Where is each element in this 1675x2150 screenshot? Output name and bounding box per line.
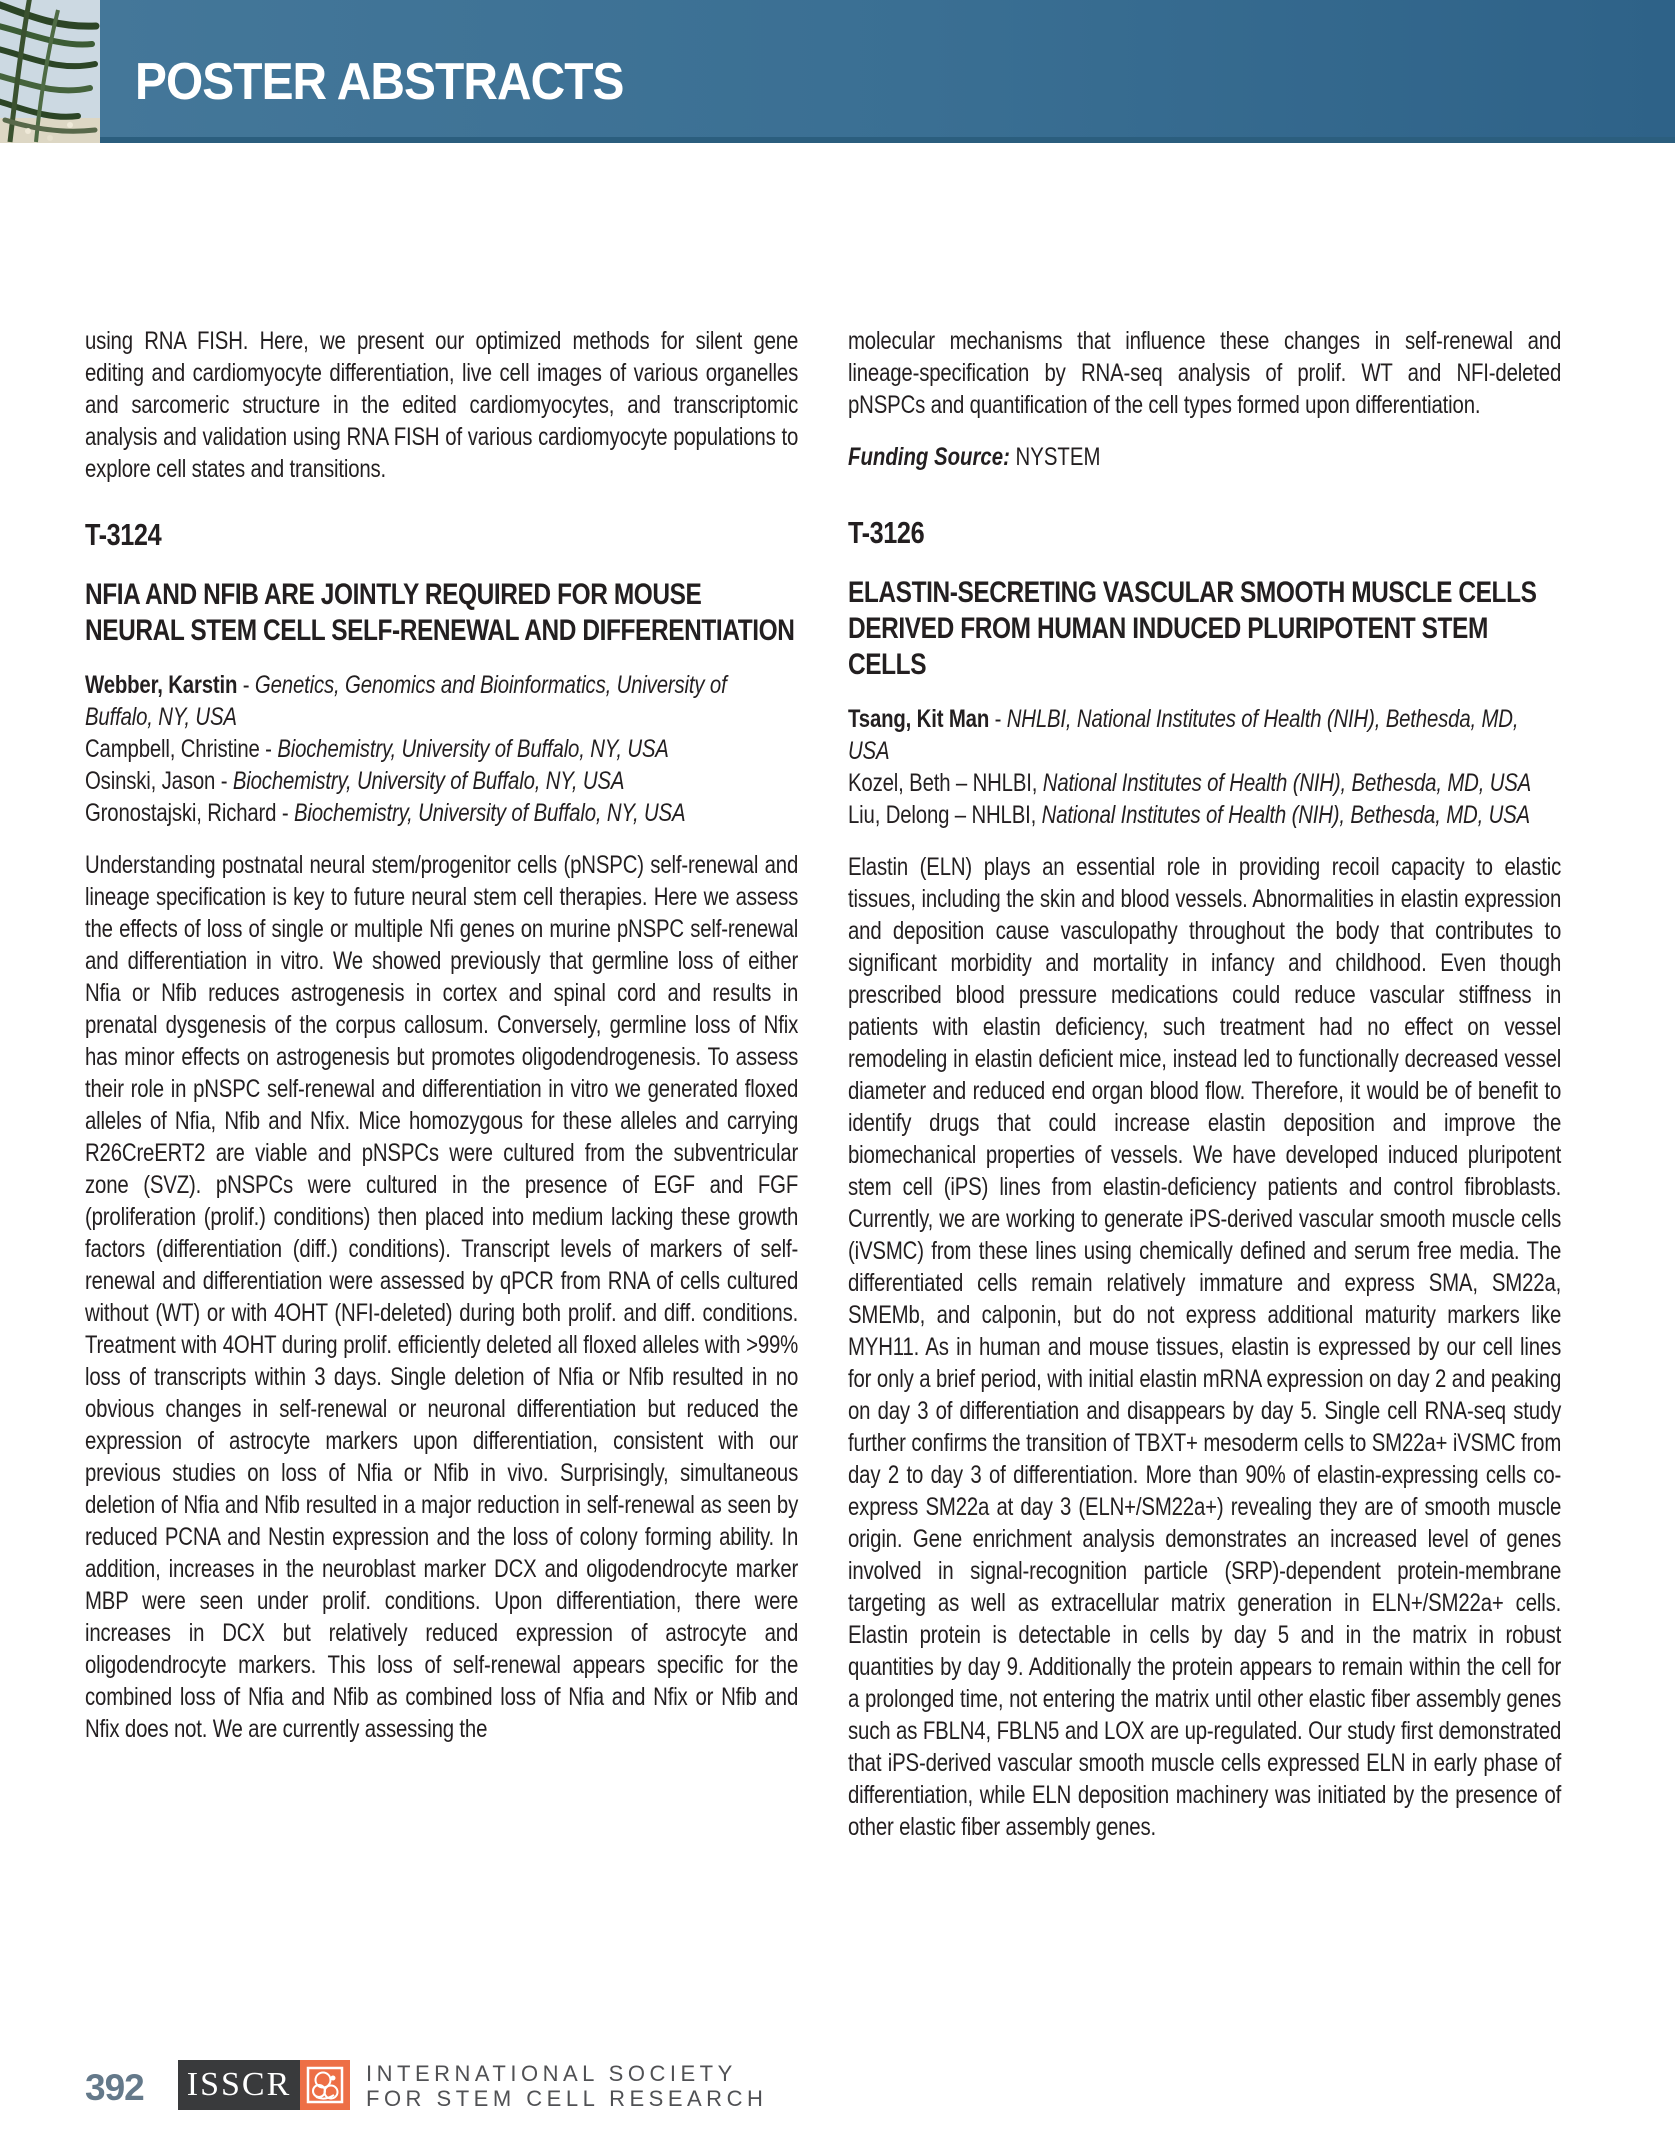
page-number: 392	[85, 2067, 144, 2108]
abstract-title-t3124: NFIA AND NFIB ARE JOINTLY REQUIRED FOR MOUSE NEURAL STEM CELL SELF-RENEWAL AND DIFFERENTIATION	[85, 578, 795, 647]
author-affiliation: Biochemistry, University of Buffalo, NY, USA	[293, 799, 686, 827]
author-name: Campbell, Christine -	[85, 735, 272, 763]
isscr-logo-text: ISSCR	[178, 2060, 300, 2110]
author-name: Kozel, Beth – NHLBI,	[848, 769, 1038, 797]
continuation-paragraph: using RNA FISH. Here, we present our optimized methods for silent gene editing and cardiomyocyte differentiation, live cell images of various organelles and sarcomeric structure in the edited cardiomyocytes, and transcriptomic analysis and validation using RNA FISH of various cardiomyocyte populations to explore cell states and transitions.	[85, 327, 799, 483]
footer	[0, 2055, 1675, 2115]
abstract-code-t3124: T-3124	[85, 517, 162, 552]
author-line: Tsang, Kit Man - NHLBI, National Institutes of Health (NIH), Bethesda, MD, USA Kozel, Beth – NHLBI, National Institutes of Health (NIH), Bethesda, MD, USA Liu, Delong – NHLBI, National Institutes of Health (NIH), Bethesda, MD, USA	[848, 705, 1532, 829]
org-name-line1: INTERNATIONAL SOCIETY	[366, 2061, 737, 2086]
author-name: Gronostajski, Richard -	[85, 799, 289, 827]
palm-tree-illustration	[0, 0, 100, 143]
author-name: Webber, Karstin	[85, 671, 238, 699]
right-column	[848, 325, 1561, 1843]
author-name: Liu, Delong – NHLBI,	[848, 801, 1037, 829]
funding-source-value: NYSTEM	[1009, 443, 1101, 471]
isscr-logo	[178, 2060, 350, 2110]
org-name	[366, 2061, 767, 2111]
page-title: POSTER ABSTRACTS	[135, 53, 624, 111]
author-affiliation: Genetics, Genomics and Bioinformatics, University of Buffalo, NY, USA	[85, 671, 727, 731]
author-line: Webber, Karstin - Genetics, Genomics and Bioinformatics, University of Buffalo, NY, USA Campbell, Christine - Biochemistry, University of Buffalo, NY, USA Osinski, Jason - Biochemistry, University of Buffalo, NY, USA Gronostajski, Richard - Biochemistry, University of Buffalo, NY, USA	[85, 671, 727, 827]
author-affiliation: Biochemistry, University of Buffalo, NY, USA	[232, 767, 625, 795]
abstract-body-t3126: Elastin (ELN) plays an essential role in providing recoil capacity to elastic tissues, including the skin and blood vessels. Abnormalities in elastin expression and deposition cause vasculopathy throughout the body that contributes to significant morbidity and mortality in infancy and childhood. Even though prescribed blood pressure medications could reduce vascular stiffness in patients with elastin deficiency, such treatment had no effect on vessel remodeling in elastin deficient mice, instead led to functionally decreased vessel diameter and reduced end organ blood flow. Therefore, it would be of benefit to identify drugs that could increase elastin deposition and improve the biomechanical properties of vessels. We have developed induced pluripotent stem cell (iPS) lines from elastin-deficiency patients and control fibroblasts. Currently, we are working to generate iPS-derived vascular smooth muscle cells (iVSMC) from these lines using chemically defined and serum free media. The differentiated cells remain relatively immature and express SMA, SM22a, SMEMb, and calponin, but do not express additional maturity markers like MYH11. As in human and mouse tissues, elastin is expressed by our cell lines for only a brief period, with initial elastin mRNA expression on day 2 and peaking on day 3 of differentiation and disappears by day 5. Single cell RNA-seq study further confirms the transition of TBXT+ mesoderm cells to SM22a+ iVSMC from day 2 to day 3 of differentiation. More than 90% of elastin-expressing cells co-express SM22a at day 3 (ELN+/SM22a+) revealing they are of smooth muscle origin. Gene enrichment analysis demonstrates an increased level of genes involved in signal-recognition particle (SRP)-dependent protein-membrane targeting as well as extracellular matrix generation in ELN+/SM22a+ cells. Elastin protein is detectable in cells by day 5 and in the matrix in robust quantities by day 9. Additionally the protein appears to remain within the cell for a prolonged time, not entering the matrix until other elastic fiber assembly genes such as FBLN4, FBLN5 and LOX are up-regulated. Our study first demonstrated that iPS-derived vascular smooth muscle cells expressed ELN in early phase of differentiation, while ELN deposition machinery was initiated by the presence of other elastic fiber assembly genes.	[848, 853, 1562, 1841]
org-name-line2: FOR STEM CELL RESEARCH	[366, 2086, 768, 2111]
author-list-t3126	[848, 703, 1561, 831]
abstract-body-t3124: Understanding postnatal neural stem/progenitor cells (pNSPC) self-renewal and lineage specification is key to future neural stem cell therapies. Here we assess the effects of loss of single or multiple Nfi genes on murine pNSPC self-renewal and differentiation in vitro. We showed previously that germline loss of either Nfia or Nfib reduces astrogenesis in cortex and spinal cord and results in prenatal dysgenesis of the corpus callosum. Conversely, germline loss of Nfix has minor effects on astrogenesis but promotes oligodendrogenesis. To assess their role in pNSPC self-renewal and differentiation in vitro we generated floxed alleles of Nfia, Nfib and Nfix. Mice homozygous for these alleles and carrying R26CreERT2 are viable and pNSPCs were cultured from the subventricular zone (SVZ). pNSPCs were cultured in the presence of EGF and FGF (proliferation (prolif.) conditions) then placed into medium lacking these growth factors (differentiation (diff.) conditions). Transcript levels of markers of self-renewal and differentiation were assessed by qPCR from RNA of cells cultured without (WT) or with 4OHT (NFI-deleted) during both prolif. and diff. conditions. Treatment with 4OHT during prolif. efficiently deleted all floxed alleles with >99% loss of transcripts within 3 days. Single deletion of Nfia or Nfib resulted in no obvious changes in self-renewal or neuronal differentiation but reduced the expression of astrocyte markers upon differentiation, consistent with our previous studies on loss of Nfia or Nfib in vivo. Surprisingly, simultaneous deletion of Nfia and Nfib resulted in a major reduction in self-renewal as seen by reduced PCNA and Nestin expression and the loss of colony forming ability. In addition, increases in the neuroblast marker DCX and oligodendrocyte marker MBP were seen under prolif. conditions. Upon differentiation, there were increases in DCX but relatively reduced expression of astrocyte and oligodendrocyte markers. This loss of self-renewal appears specific for the combined loss of Nfia and Nfib as combined loss of Nfia and Nfix or Nfib and Nfix does not. We are currently assessing the	[85, 851, 799, 1743]
author-affiliation: NHLBI, National Institutes of Health (NIH), Bethesda, MD, USA	[848, 705, 1519, 765]
author-name: Osinski, Jason -	[85, 767, 228, 795]
author-affiliation: National Institutes of Health (NIH), Bethesda, MD, USA	[1042, 769, 1532, 797]
abstract-code-t3126: T-3126	[848, 515, 925, 550]
left-column	[85, 325, 798, 1745]
author-affiliation: Biochemistry, University of Buffalo, NY, USA	[277, 735, 669, 763]
author-name: Tsang, Kit Man	[848, 705, 990, 733]
isscr-emblem-icon	[300, 2060, 350, 2110]
funding-source-label: Funding Source:	[848, 443, 1010, 471]
header-banner	[0, 0, 1675, 143]
author-affiliation: National Institutes of Health (NIH), Bethesda, MD, USA	[1041, 801, 1530, 829]
abstract-title-t3126: ELASTIN-SECRETING VASCULAR SMOOTH MUSCLE CELLS DERIVED FROM HUMAN INDUCED PLURIPOTENT STEM CELLS	[848, 576, 1537, 681]
funding-source-line	[848, 441, 1561, 473]
author-list-t3124	[85, 669, 798, 829]
palm-photo	[0, 0, 100, 143]
abstract-body-t3124-continuation: molecular mechanisms that influence these changes in self-renewal and lineage-specification by RNA-seq analysis of prolif. WT and NFI-deleted pNSPCs and quantification of the cell types formed upon differentiation.	[848, 327, 1562, 419]
